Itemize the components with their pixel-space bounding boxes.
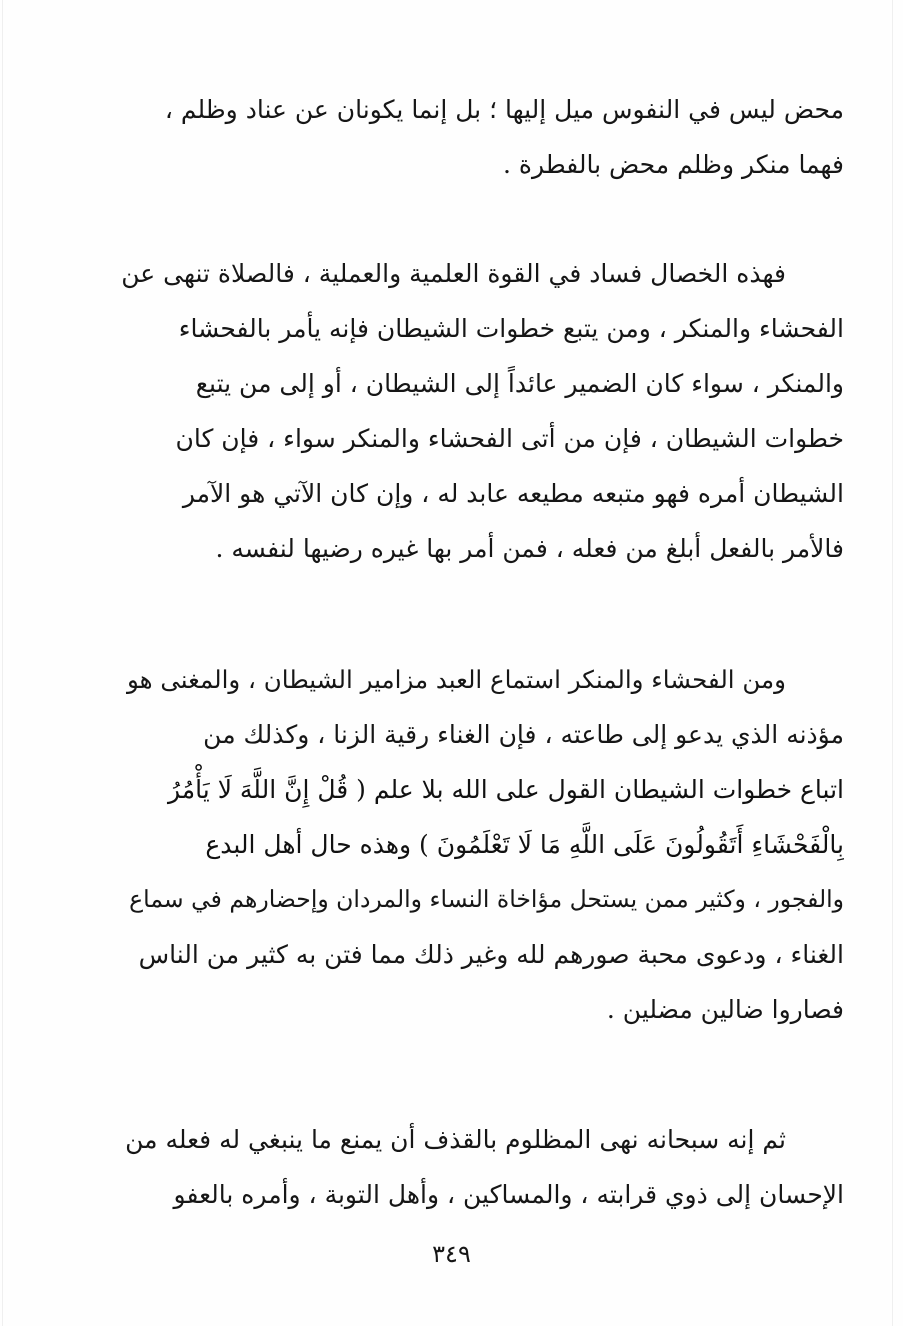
text-line: فهما منكر وظلم محض بالفطرة . [502, 150, 844, 179]
text-line: الشيطان أمره فهو متبعه مطيعه عابد له ، وإن كان الآتي هو الآمر [182, 479, 844, 508]
paragraph-2 [120, 246, 844, 576]
text-line: الفحشاء والمنكر ، ومن يتبع خطوات الشيطان فإنه يأمر بالفحشاء [178, 314, 844, 343]
text-line: ثم إنه سبحانه نهى المظلوم بالقذف أن يمنع ما ينبغي له فعله من [125, 1125, 786, 1154]
paragraph-4 [120, 1112, 844, 1222]
text-line: فهذه الخصال فساد في القوة العلمية والعملية ، فالصلاة تنهى عن [121, 259, 786, 288]
text-line: فالأمر بالفعل أبلغ من فعله ، فمن أمر بها غيره رضيها لنفسه . [215, 534, 844, 563]
paragraph-1 [120, 82, 844, 192]
text-line-quran-verse-end: بِالْفَحْشَاءِ أَتَقُولُونَ عَلَى اللَّهِ مَا لَا تَعْلَمُونَ ) وهذه حال أهل البدع [205, 830, 844, 859]
scan-edge-right [892, 0, 893, 1326]
text-line: ومن الفحشاء والمنكر استماع العبد مزامير الشيطان ، والمغنى هو [127, 665, 786, 694]
page-number: ٣٤٩ [432, 1240, 471, 1268]
text-line: الإحسان إلى ذوي قرابته ، والمساكين ، وأهل التوبة ، وأمره بالعفو [173, 1180, 844, 1209]
scan-edge-left [2, 0, 3, 1326]
paragraph-3 [120, 652, 844, 1037]
text-line: خطوات الشيطان ، فإن من أتى الفحشاء والمنكر سواء ، فإن كان [175, 424, 844, 453]
text-line: والمنكر ، سواء كان الضمير عائداً إلى الشيطان ، أو إلى من يتبع [195, 369, 844, 398]
text-line: فصاروا ضالين مضلين . [606, 995, 844, 1024]
text-line-quran-verse-start: اتباع خطوات الشيطان القول على الله بلا علم ( قُلْ إِنَّ اللَّهَ لَا يَأْمُرُ [167, 775, 844, 804]
text-line: مؤذنه الذي يدعو إلى طاعته ، فإن الغناء رقية الزنا ، وكذلك من [203, 720, 844, 749]
text-line: الغناء ، ودعوى محبة صورهم لله وغير ذلك مما فتن به كثير من الناس [138, 940, 844, 969]
text-line: محض ليس في النفوس ميل إليها ؛ بل إنما يكونان عن عناد وظلم ، [164, 95, 844, 124]
text-line: والفجور ، وكثير ممن يستحل مؤاخاة النساء والمردان وإحضارهم في سماع [129, 885, 844, 913]
